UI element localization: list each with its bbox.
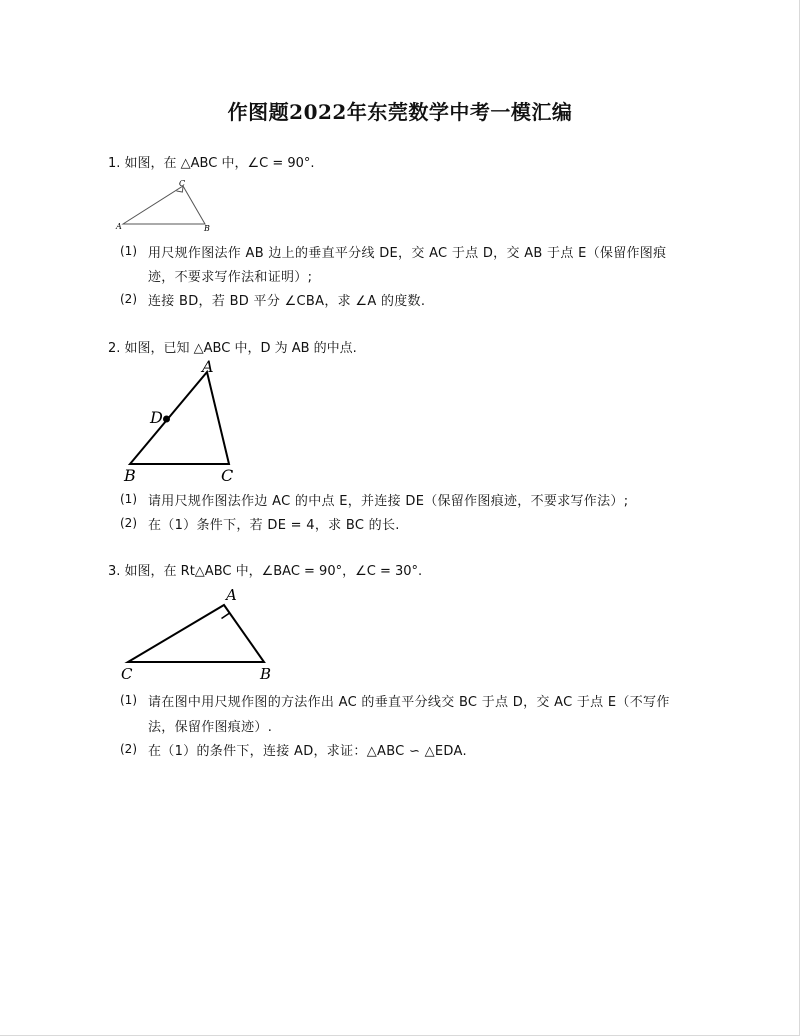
q3-part-1-number: (1) (120, 693, 137, 707)
q2-label-B: B (124, 466, 136, 485)
q3-part-1-line-2: 法，保留作图痕迹）. (148, 720, 273, 735)
q3-label-A: A (226, 586, 237, 604)
q2-label-C: C (221, 466, 234, 485)
q1-part-2-number: (2) (120, 292, 137, 306)
q2-label-A: A (202, 357, 214, 376)
q1-part-1-number: (1) (120, 244, 137, 258)
q2-part-2-number: (2) (120, 516, 137, 530)
q2-part-1-line-1: 请用尺规作图法作边 AC 的中点 E，并连接 DE（保留作图痕迹，不要求写作法）; (148, 494, 629, 509)
question-2-stem: 2. 如图，已知 △ABC 中，D 为 AB 的中点. (108, 341, 357, 356)
q1-label-B: B (204, 224, 210, 233)
q3-part-2-number: (2) (120, 742, 137, 756)
q3-part-2-line-1: 在（1）的条件下，连接 AD，求证：△ABC ∽ △EDA. (148, 744, 467, 759)
question-3-figure (118, 582, 288, 682)
question-1-stem: 1. 如图，在 △ABC 中，∠C = 90°. (108, 156, 315, 171)
q3-label-C: C (121, 665, 133, 683)
q1-label-C: C (179, 179, 186, 188)
midpoint-D-dot (163, 416, 170, 423)
question-1-figure (110, 176, 220, 236)
q1-label-A: A (116, 222, 122, 231)
document-title: 作图题2022年东莞数学中考一模汇编 (227, 100, 573, 124)
q1-part-2-line-1: 连接 BD，若 BD 平分 ∠CBA，求 ∠A 的度数. (148, 294, 426, 309)
q2-part-2-line-1: 在（1）条件下，若 DE = 4，求 BC 的长. (148, 518, 400, 533)
q3-label-B: B (260, 665, 272, 683)
q1-part-1-line-1: 用尺规作图法作 AB 边上的垂直平分线 DE，交 AC 于点 D，交 AB 于点 E（保留作图痕 (148, 246, 667, 261)
q3-part-1-line-1: 请在图中用尺规作图的方法作出 AC 的垂直平分线交 BC 于点 D，交 AC 于点 E（不写作 (148, 695, 670, 710)
right-angle-mark (222, 605, 230, 619)
q1-part-1-line-2: 迹，不要求写作法和证明）; (148, 270, 313, 285)
question-3-stem: 3. 如图，在 Rt△ABC 中，∠BAC = 90°，∠C = 30°. (108, 564, 423, 579)
q2-part-1-number: (1) (120, 492, 137, 506)
question-2-figure (118, 356, 248, 486)
q2-label-D: D (150, 408, 163, 427)
